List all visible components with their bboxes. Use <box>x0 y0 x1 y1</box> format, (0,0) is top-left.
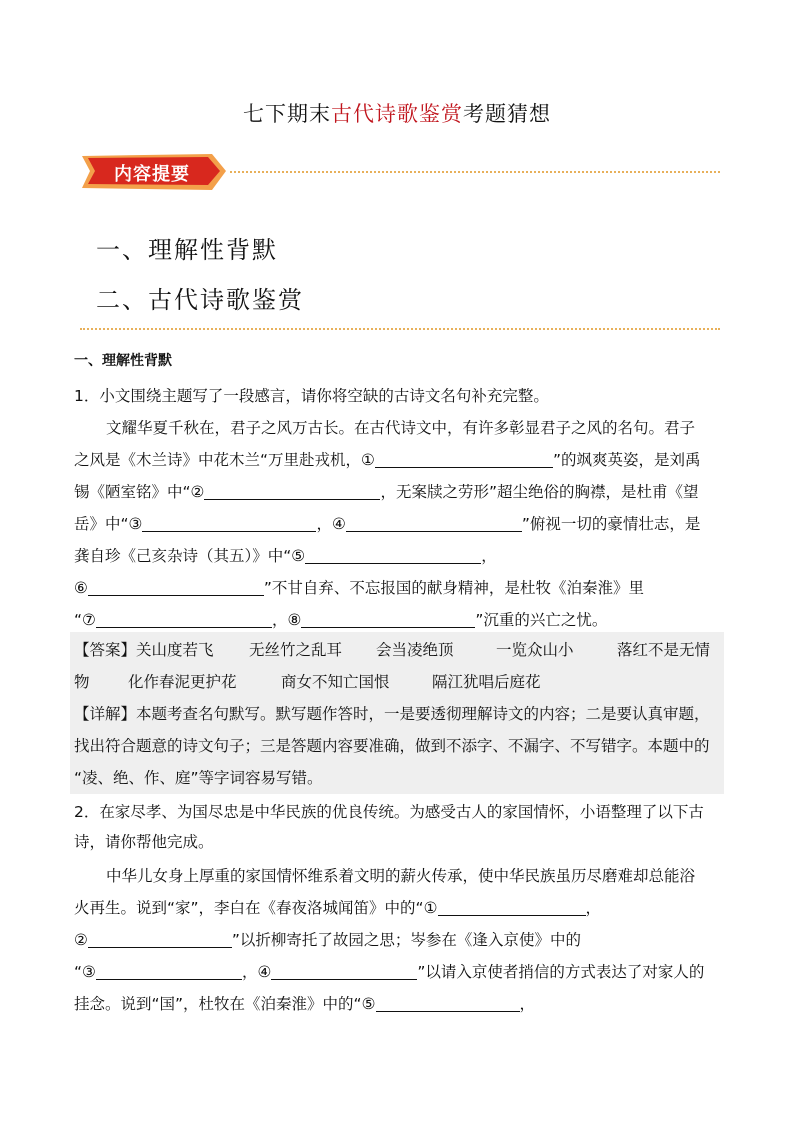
q2-text: 挂念。说到“国”，杜牧在《泊秦淮》中的“⑤ <box>74 995 376 1013</box>
fill-blank-7[interactable] <box>96 609 272 628</box>
q1-text: ，④ <box>316 515 346 533</box>
q2-text: 火再生。说到“家”，李白在《春夜洛城闻笛》中的“① <box>74 899 438 917</box>
q1-line <box>74 540 722 572</box>
q1-stem: 1．小文围绕主题写了一段感言，请你将空缺的古诗文名句补充完整。 <box>74 387 549 405</box>
q1-text: ⑥ <box>74 579 88 597</box>
content-summary-banner <box>80 150 720 194</box>
section-dotted-divider <box>80 328 720 330</box>
fill-blank-1[interactable] <box>375 449 553 468</box>
detail-line-3: “凌、绝、作、庭”等字词容易写错。 <box>74 769 323 787</box>
q1-text: ”的飒爽英姿，是刘禹 <box>552 451 701 469</box>
toc-item-1: 一、理解性背默 <box>96 236 278 264</box>
q2-text: ”以折柳寄托了故园之思；岑参在《逢入京使》中的 <box>231 931 581 949</box>
detail-label: 【详解】 <box>74 705 137 723</box>
q2-stem-line-2: 诗，请你帮他完成。 <box>74 833 214 851</box>
q1-line <box>74 508 722 540</box>
q1-text: 龚自珍《己亥杂诗（其五）》中“⑤ <box>74 547 306 565</box>
answer-item: 一览众山小 <box>496 641 574 659</box>
q2-text: ，④ <box>241 963 272 981</box>
q1-text: ”不甘自弃、不忘报国的献身精神，是杜牧《泊秦淮》里 <box>263 579 644 597</box>
fill-blank-5[interactable] <box>305 545 481 564</box>
q2-line <box>74 924 722 956</box>
title-prefix: 七下期末 <box>243 102 331 126</box>
answer-item: 化作春泥更护花 <box>128 673 237 691</box>
fill-blank-6[interactable] <box>88 577 264 596</box>
answer-item: 会当凌绝顶 <box>376 641 454 659</box>
toc-item-2: 二、古代诗歌鉴赏 <box>96 286 304 314</box>
fill-blank-8[interactable] <box>301 609 475 628</box>
q1-line <box>74 572 722 604</box>
q1-text: 之风是《木兰诗》中花木兰“万里赴戎机，① <box>74 451 375 469</box>
q1-text: 岳》中“③ <box>74 515 143 533</box>
answer-label: 【答案】 <box>74 641 137 659</box>
q2-line <box>74 892 722 924</box>
q2-text: ② <box>74 931 88 949</box>
answer-item: 物 <box>74 673 90 691</box>
fill-blank-5[interactable] <box>376 993 520 1012</box>
q2-line: 中华儿女身上厚重的家国情怀维系着文明的薪火传承，使中华民族虽历尽磨难却总能浴 <box>106 867 696 885</box>
q1-text: “⑦ <box>74 611 96 629</box>
q2-text: “③ <box>74 963 96 981</box>
fill-blank-4[interactable] <box>346 513 522 532</box>
q2-line <box>74 956 722 988</box>
q2-stem-line-1: 2．在家尽孝、为国尽忠是中华民族的优良传统。为感受古人的家国情怀，小语整理了以下古 <box>74 803 704 821</box>
q1-line <box>74 444 722 476</box>
fill-blank-3[interactable] <box>96 961 242 980</box>
answer-line-1 <box>74 634 214 666</box>
q2-line <box>74 988 722 1020</box>
q1-text: 锡《陋室铭》中“② <box>74 483 205 501</box>
q2-text: ， <box>519 995 536 1013</box>
page-title <box>0 98 794 128</box>
detail-line-2: 找出符合题意的诗文句子；三是答题内容要准确，做到不添字、不漏字、不写错字。本题中的 <box>74 737 710 755</box>
q1-line: 文耀华夏千秋在，君子之风万古长。在古代诗文中，有许多彰显君子之风的名句。君子 <box>106 419 696 437</box>
fill-blank-3[interactable] <box>142 513 316 532</box>
q2-text: ， <box>585 899 602 917</box>
detail-line-1 <box>74 698 710 730</box>
banner-label: 内容提要 <box>114 164 190 185</box>
fill-blank-2[interactable] <box>204 481 380 500</box>
banner-dotted-divider <box>230 171 720 173</box>
title-suffix: 考题猜想 <box>463 102 551 126</box>
detail-text: 本题考查名句默写。默写题作答时，一是要透彻理解诗文的内容；二是要认真审题， <box>136 705 710 723</box>
q1-line <box>74 476 722 508</box>
fill-blank-1[interactable] <box>438 897 586 916</box>
answer-item: 无丝竹之乱耳 <box>249 641 343 659</box>
q1-text: ， <box>481 547 497 565</box>
section-heading: 一、理解性背默 <box>74 353 172 369</box>
answer-item: 落红不是无情 <box>617 641 711 659</box>
q1-text: ，无案牍之劳形”超尘绝俗的胸襟，是杜甫《望 <box>380 483 699 501</box>
q1-text: ”沉重的兴亡之忧。 <box>475 611 608 629</box>
fill-blank-4[interactable] <box>271 961 417 980</box>
q2-text: ”以请入京使者捎信的方式表达了对家人的 <box>417 963 705 981</box>
answer-item: 隔江犹唱后庭花 <box>432 673 541 691</box>
answer-item: 关山度若飞 <box>136 641 214 659</box>
q1-text: ”俯视一切的豪情壮志，是 <box>521 515 701 533</box>
fill-blank-2[interactable] <box>88 929 232 948</box>
answer-item: 商女不知亡国恨 <box>281 673 390 691</box>
title-highlight: 古代诗歌鉴赏 <box>331 102 463 126</box>
q1-text: ，⑧ <box>271 611 302 629</box>
